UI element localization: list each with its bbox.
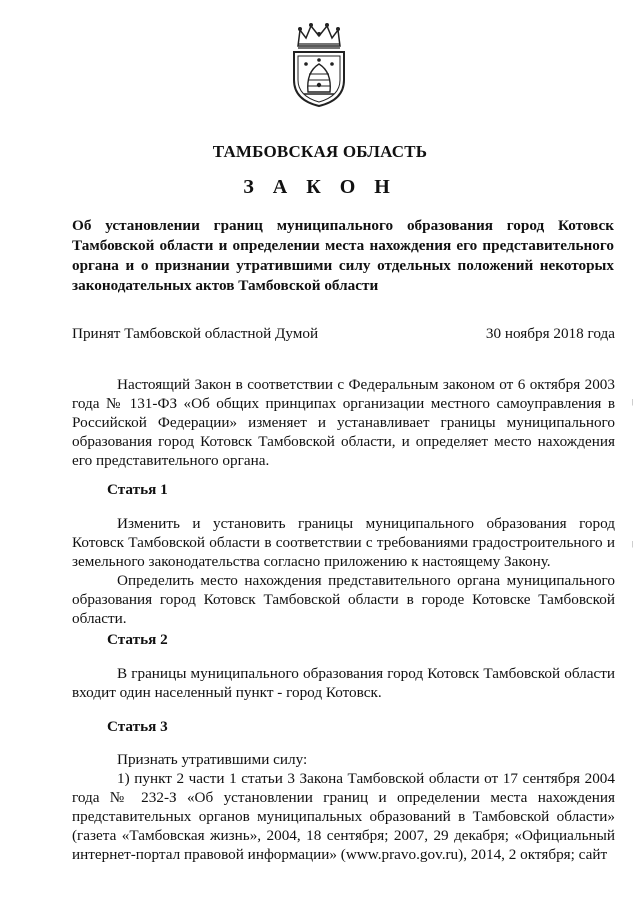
region-heading: ТАМБОВСКАЯ ОБЛАСТЬ — [212, 142, 428, 161]
article-2-heading: Статья 2 — [107, 631, 168, 648]
law-title: З А К О Н — [243, 176, 397, 198]
tambov-coat-of-arms-emblem — [286, 22, 352, 108]
law-subject-title: Об установлении границ муниципального образования город Котовск Тамбовской области и определении места нахождения его представительного органа и о признании утратившими силу отдельных положений некоторых законодательных актов Тамбовской области — [72, 217, 614, 294]
article-3-paragraph-1: Признать утратившими силу: — [117, 751, 308, 768]
adoption-date: 30 ноября 2018 года — [485, 325, 615, 342]
article-1-heading: Статья 1 — [107, 481, 168, 498]
article-2-paragraph-1: В границы муниципального образования город Котовск Тамбовской области входит один населенный пункт - город Котовск. — [72, 665, 615, 701]
scan-margin-mark: | — [632, 398, 634, 406]
article-1-paragraph-2: Определить место нахождения представительного органа муниципального образования город Котовск Тамбовской области в городе Котовске Тамбовской области. — [72, 572, 615, 627]
article-3-heading: Статья 3 — [107, 718, 168, 735]
article-3-paragraph-2: 1) пункт 2 части 1 статьи 3 Закона Тамбовской области от 17 сентября 2004 года № 232-З «Об установлении границ и определении места нахождения представительных органов муниципальных образований в Тамбовской области» (газета «Тамбовская жизнь», 2004, 18 сентября; 2007, 29 декабря; «Официальный интернет-портал правовой информации» (www.pravo.gov.ru), 2014, 2 октября; сайт — [72, 770, 615, 863]
scan-margin-mark: | — [632, 540, 634, 548]
article-1-paragraph-1: Изменить и установить границы муниципального образования город Котовск Тамбовской области в соответствии с требованиями градостроительного и земельного законодательства согласно приложению к настоящему Закону. — [72, 515, 615, 570]
adopted-by-text: Принят Тамбовской областной Думой — [72, 325, 319, 342]
preamble-paragraph: Настоящий Закон в соответствии с Федеральным законом от 6 октября 2003 года № 131-ФЗ «Об общих принципах организации местного самоуправления в Российской Федерации» изменяет и устанавливает границы муниципального образования город Котовск Тамбовской области, и определяет место нахождения его представительного органа. — [72, 376, 615, 469]
